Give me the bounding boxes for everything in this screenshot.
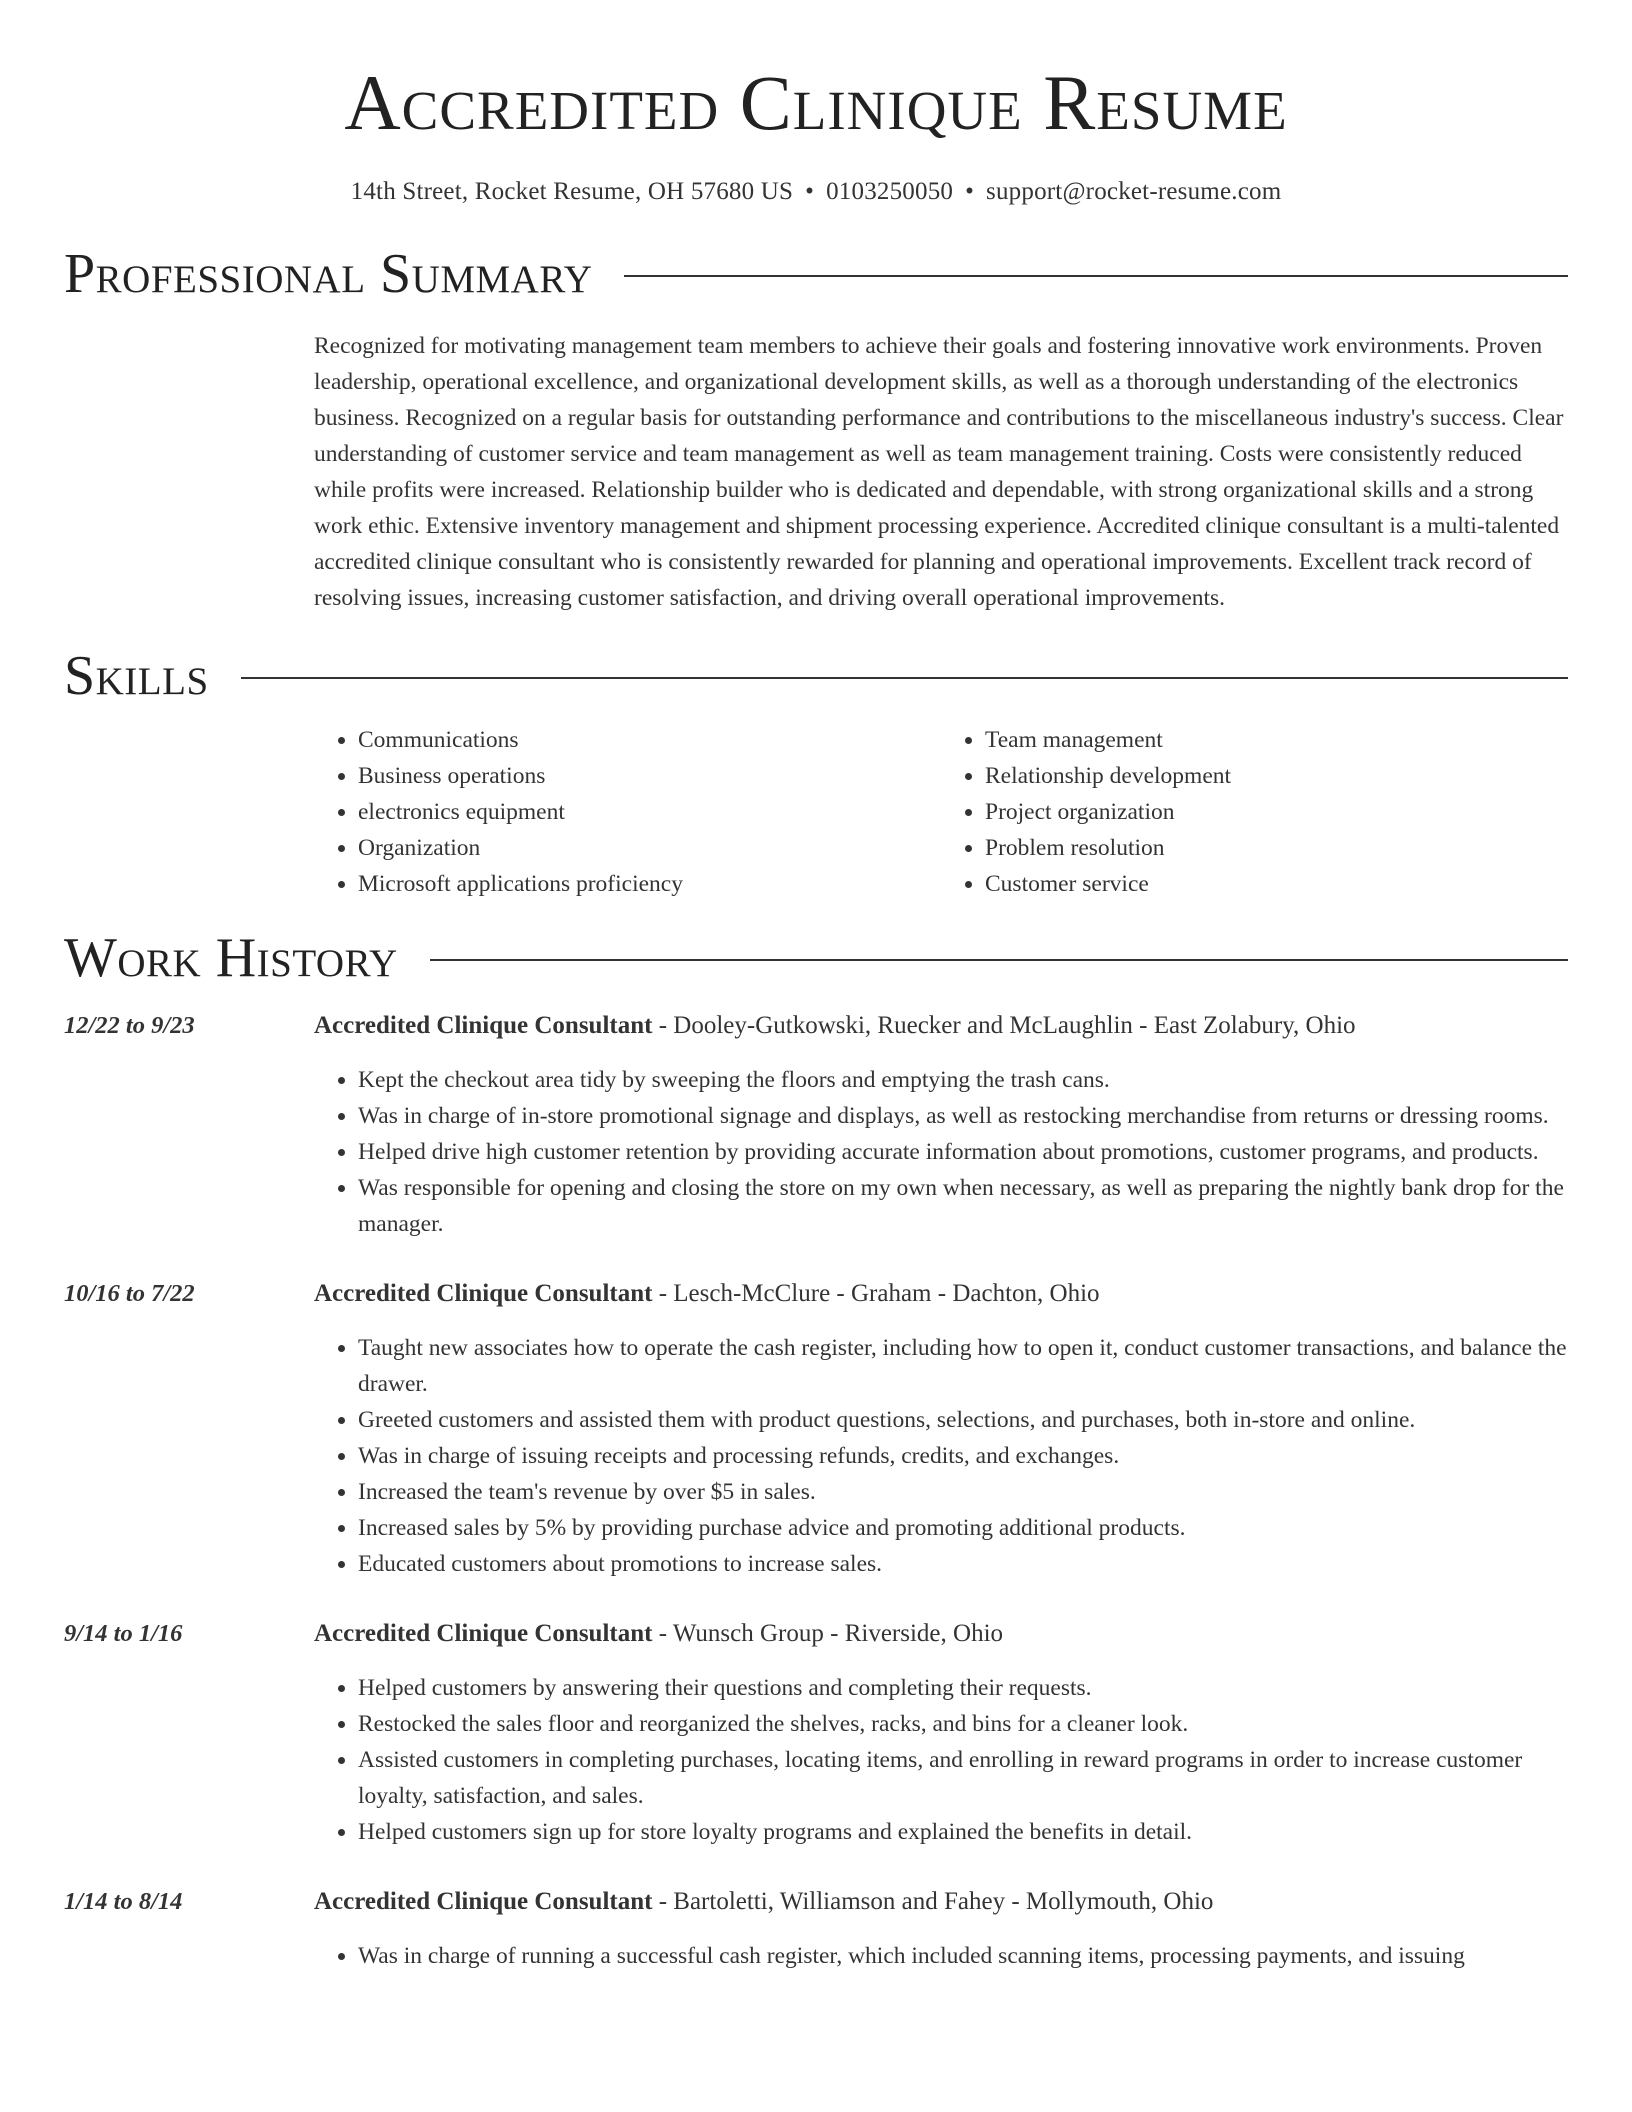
job-dates: 12/22 to 9/23 xyxy=(64,1012,195,1039)
job-bullet: • Was responsible for opening and closing the store on my own when necessary, as well as preparing the nightly bank drop for the manager. xyxy=(358,1170,1568,1242)
skill-item: • Problem resolution xyxy=(985,830,1568,866)
job-details xyxy=(314,1276,1568,1582)
job-bullet: • Helped customers sign up for store loyalty programs and explained the benefits in detail. xyxy=(358,1814,1568,1850)
job-bullets xyxy=(314,1330,1568,1582)
job-bullet: • Was in charge of in-store promotional signage and displays, as well as restocking merchandise from returns or dressing rooms. xyxy=(358,1098,1568,1134)
job-bullet: • Increased the team's revenue by over $5 in sales. xyxy=(358,1474,1568,1510)
job-details xyxy=(314,1616,1568,1850)
job-heading xyxy=(314,1008,1568,1044)
job-dates: 9/14 to 1/16 xyxy=(64,1620,183,1647)
job-details xyxy=(314,1008,1568,1242)
job-dates: 1/14 to 8/14 xyxy=(64,1888,183,1915)
contact-line xyxy=(64,178,1568,206)
job-bullet: • Assisted customers in completing purchases, locating items, and enrolling in reward programs in order to increase customer loyalty, satisfaction, and sales. xyxy=(358,1742,1568,1814)
contact-email: support@rocket-resume.com xyxy=(986,178,1282,205)
skill-item: • electronics equipment xyxy=(358,794,941,830)
skills-list xyxy=(314,722,1568,902)
section-divider xyxy=(430,959,1568,961)
job-bullet: • Kept the checkout area tidy by sweeping the floors and emptying the trash cans. xyxy=(358,1062,1568,1098)
job-bullet: • Greeted customers and assisted them with product questions, selections, and purchases, both in-store and online. xyxy=(358,1402,1568,1438)
skills-heading: Skills xyxy=(64,645,209,707)
job-heading xyxy=(314,1616,1568,1652)
job-entry xyxy=(64,1008,1568,1242)
job-employer: - Wunsch Group - Riverside, Ohio xyxy=(652,1620,1004,1647)
job-title: Accredited Clinique Consultant xyxy=(314,1888,653,1915)
contact-separator: • xyxy=(965,178,975,205)
job-bullet: • Helped customers by answering their questions and completing their requests. xyxy=(358,1670,1568,1706)
job-dates: 10/16 to 7/22 xyxy=(64,1280,195,1307)
summary-text: Recognized for motivating management team members to achieve their goals and fostering innovative work environments. Proven leadership, operational excellence, and organizational development skills, as well as a thorough understanding of the electronics business. Recognized on a regular basis for outstanding performance and contributions to the miscellaneous industry's success. Clear understanding of customer service and team management as well as team management training. Costs were consistently reduced while profits were increased. Relationship builder who is dedicated and dependable, with strong organizational skills and a strong work ethic. Extensive inventory management and shipment processing experience. Accredited clinique consultant is a multi-talented accredited clinique consultant who is consistently rewarded for planning and operational improvements. Excellent track record of resolving issues, increasing customer satisfaction, and driving overall operational improvements. xyxy=(314,333,1564,611)
job-details xyxy=(314,1884,1568,1974)
job-entry xyxy=(64,1616,1568,1850)
job-employer: - Bartoletti, Williamson and Fahey - Mollymouth, Ohio xyxy=(652,1888,1214,1915)
job-entry xyxy=(64,1276,1568,1582)
summary-heading: Professional Summary xyxy=(64,243,593,305)
contact-address: 14th Street, Rocket Resume, OH 57680 US xyxy=(350,178,794,205)
job-heading xyxy=(314,1276,1568,1312)
contact-separator: • xyxy=(805,178,815,205)
contact-phone: 0103250050 xyxy=(826,178,954,205)
job-bullets xyxy=(314,1062,1568,1242)
job-bullet: • Helped drive high customer retention by providing accurate information about promotions, customer programs, and products. xyxy=(358,1134,1568,1170)
job-entry xyxy=(64,1884,1568,1974)
job-bullet: • Increased sales by 5% by providing purchase advice and promoting additional products. xyxy=(358,1510,1568,1546)
skill-item: • Organization xyxy=(358,830,941,866)
skills-column-right xyxy=(941,722,1568,902)
skill-item: • Business operations xyxy=(358,758,941,794)
job-employer: - Dooley-Gutkowski, Ruecker and McLaughlin - East Zolabury, Ohio xyxy=(652,1012,1356,1039)
job-title: Accredited Clinique Consultant xyxy=(314,1280,653,1307)
job-bullet: • Taught new associates how to operate the cash register, including how to open it, conduct customer transactions, and balance the drawer. xyxy=(358,1330,1568,1402)
skills-column-left xyxy=(314,722,941,902)
job-bullet: • Was in charge of running a successful cash register, which included scanning items, processing payments, and issuing xyxy=(358,1938,1568,1974)
skills-section-header xyxy=(64,644,1568,708)
job-bullet: • Educated customers about promotions to increase sales. xyxy=(358,1546,1568,1582)
job-employer: - Lesch-McClure - Graham - Dachton, Ohio xyxy=(652,1280,1100,1307)
resume-page xyxy=(64,0,1568,2112)
section-divider xyxy=(624,275,1568,277)
work-heading: Work History xyxy=(64,927,398,989)
section-divider xyxy=(241,677,1568,679)
skill-item: • Project organization xyxy=(985,794,1568,830)
skill-item: • Microsoft applications proficiency xyxy=(358,866,941,902)
skill-item: • Customer service xyxy=(985,866,1568,902)
skill-item: • Team management xyxy=(985,722,1568,758)
job-bullet: • Was in charge of issuing receipts and processing refunds, credits, and exchanges. xyxy=(358,1438,1568,1474)
skill-item: • Communications xyxy=(358,722,941,758)
job-bullets xyxy=(314,1938,1568,1974)
job-title: Accredited Clinique Consultant xyxy=(314,1620,653,1647)
skill-item: • Relationship development xyxy=(985,758,1568,794)
job-heading xyxy=(314,1884,1568,1920)
work-section-header xyxy=(64,926,1568,990)
job-bullet: • Restocked the sales floor and reorganized the shelves, racks, and bins for a cleaner look. xyxy=(358,1706,1568,1742)
resume-name: Accredited Clinique Resume xyxy=(344,59,1288,146)
job-title: Accredited Clinique Consultant xyxy=(314,1012,653,1039)
job-bullets xyxy=(314,1670,1568,1850)
summary-section-header xyxy=(64,242,1568,306)
